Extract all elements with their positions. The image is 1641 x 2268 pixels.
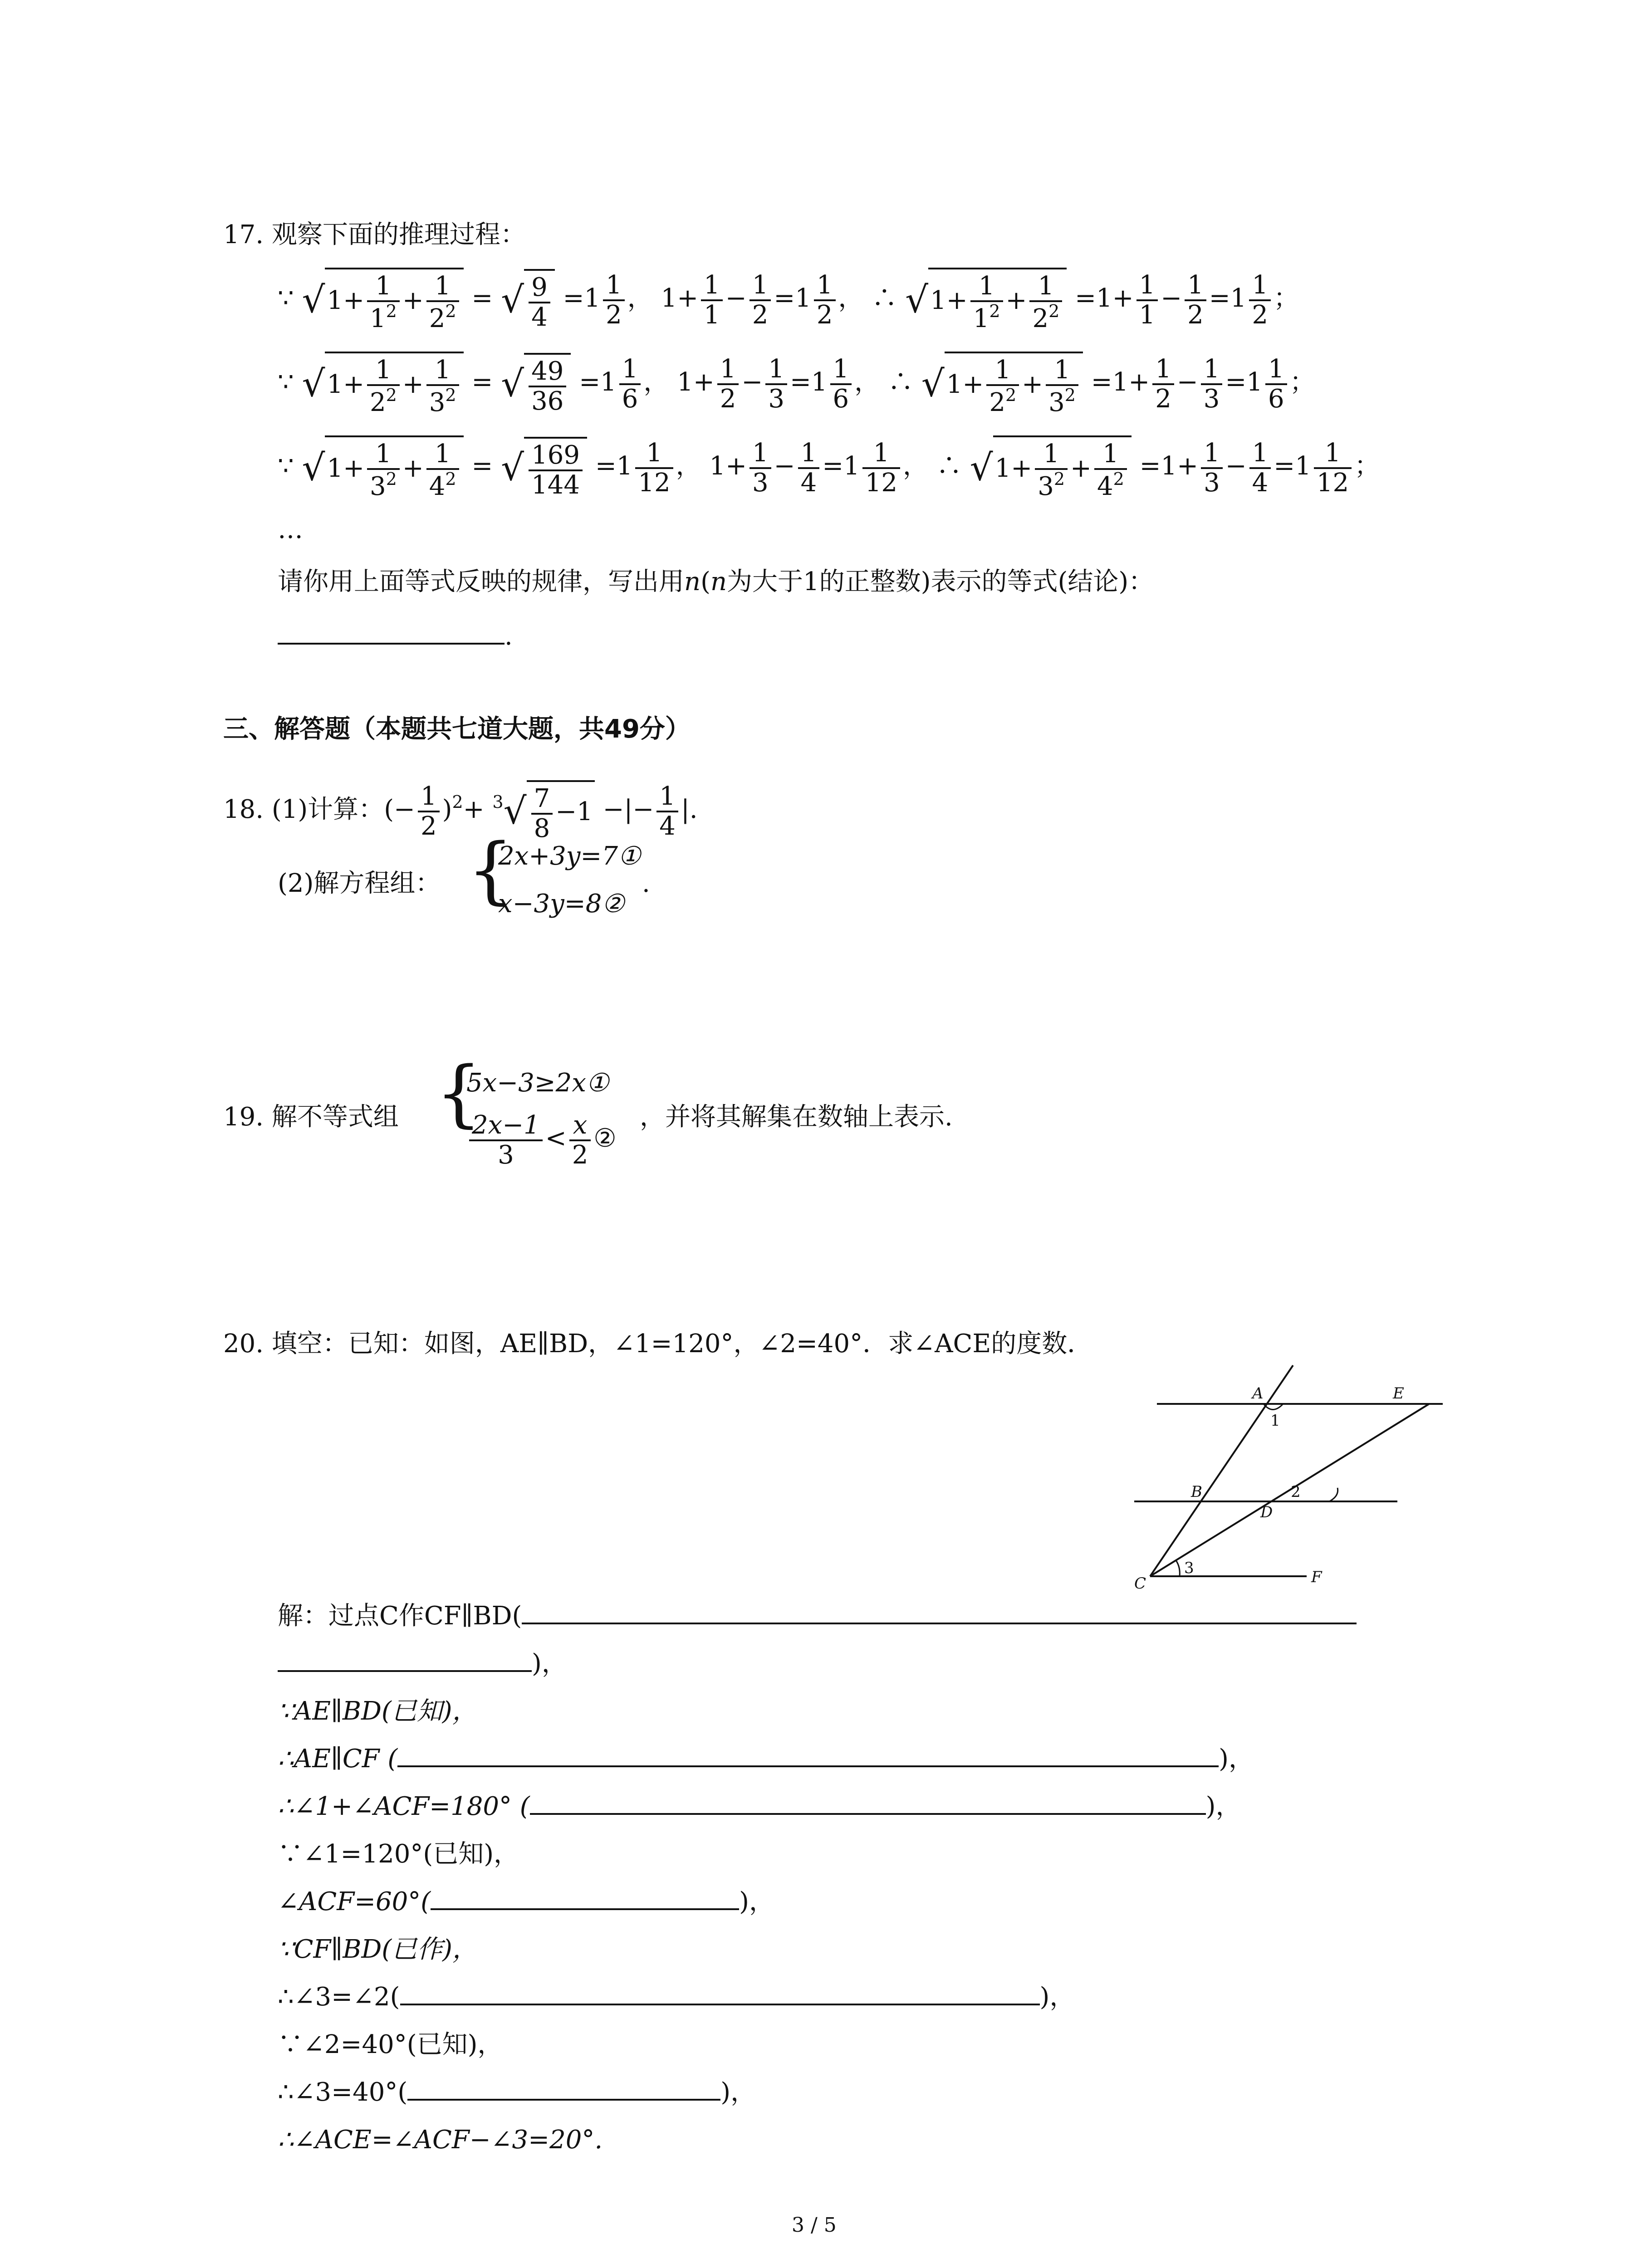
label-angle-1: 1	[1270, 1412, 1280, 1430]
q19-inequality-1: 5x−3≥2x①	[466, 1068, 609, 1098]
q20-step-9: ∴∠3=∠2( )，	[278, 1982, 1075, 2012]
q19-inequality-2: $\frac{2x-1}{3}$ < $\frac{x}{2}$ ②	[466, 1111, 617, 1169]
answer-blank[interactable]	[522, 1618, 1357, 1624]
q18-part1: 18. (1)计算：(− $\frac{1}{2}$ )$^2$+ $^3$√ $\frac{7}{8}$ −1 −|− $\frac{1}{4}$ |.	[223, 780, 698, 842]
label-angle-3: 3	[1184, 1559, 1194, 1577]
q17-intro: 17. 观察下面的推理过程：	[223, 220, 526, 249]
line-ca	[1150, 1365, 1293, 1576]
q17-answer-line: .	[278, 624, 513, 649]
label-b: B	[1191, 1483, 1202, 1501]
q20-step-12: ∴∠ACE=∠ACF−∠3=20°.	[278, 2125, 603, 2155]
q19-tail: ，并将其解集在数轴上表示.	[640, 1102, 953, 1132]
q20-step-8: ∵CF∥BD(已作)，	[278, 1935, 478, 1964]
label-e: E	[1393, 1384, 1404, 1403]
answer-blank[interactable]	[400, 1999, 1040, 2005]
q19-label: 19. 解不等式组	[223, 1102, 399, 1132]
q17-ellipsis: …	[278, 515, 303, 544]
geometry-figure	[1116, 1352, 1452, 1597]
q20-statement: 20. 填空：已知：如图，AE∥BD，∠1=120°，∠2=40°．求∠ACE的度数．	[223, 1329, 1093, 1359]
label-d: D	[1260, 1503, 1273, 1521]
answer-blank[interactable]	[397, 1761, 1219, 1767]
angle-2-arc	[1329, 1488, 1338, 1501]
q20-step-11: ∴∠3=40°( )，	[278, 2077, 756, 2107]
q20-step-2: )，	[278, 1651, 567, 1677]
answer-blank[interactable]	[431, 1904, 739, 1910]
radical: √1+ $\frac{1}{1^2}$ + $\frac{1}{2^2}$	[302, 268, 463, 332]
label-a: A	[1252, 1384, 1264, 1403]
q17-row-2: ∵ √1+ $\frac{1}{2^2}$ + $\frac{1}{3^2}$ = √ $\frac{49}{36}$ =1 $\frac{1}{6}$ ， 1+ $\frac{1}{2}$ − $\frac{1}{3}$ =1 $\frac{1}{6}$ ， ∴ √1+ $\frac{1}{2^2}$ + $\frac{1}{3^2}$ =1+ $\frac{1}{2}$ − $\frac{1}{3}$ =1 $\frac{1}{6}$ ；	[278, 352, 1315, 416]
q18-equation-2: x−3y=8②	[498, 889, 625, 919]
system-brace: {	[467, 827, 514, 912]
q20-step-4: ∴AE∥CF ( )，	[278, 1744, 1254, 1774]
label-c: C	[1134, 1574, 1146, 1593]
q17-row-3: ∵ √1+ $\frac{1}{3^2}$ + $\frac{1}{4^2}$ = √ $\frac{169}{144}$ =1 $\frac{1}{12}$ ， 1+ $\frac{1}{3}$ − $\frac{1}{4}$ =1 $\frac{1}{12}$ ， ∴ √1+ $\frac{1}{3^2}$ + $\frac{1}{4^2}$ =1+ $\frac{1}{3}$ − $\frac{1}{4}$ =1 $\frac{1}{12}$ ；	[278, 435, 1380, 500]
q20-step-7: ∠ACF=60°( )，	[278, 1887, 774, 1916]
q18-part2-label: (2)解方程组：	[278, 869, 441, 898]
answer-blank[interactable]	[278, 1666, 532, 1672]
page-number: 3 / 5	[792, 2214, 837, 2237]
q18-end: .	[642, 869, 650, 898]
q20-step-10: ∵∠2=40°(已知)，	[278, 2030, 503, 2059]
answer-blank[interactable]	[407, 2094, 720, 2101]
q20-step-3: ∵AE∥BD(已知)，	[278, 1696, 478, 1726]
label-f: F	[1311, 1568, 1322, 1586]
answer-blank[interactable]	[530, 1809, 1206, 1815]
q20-step-6: ∵∠1=120°(已知)，	[278, 1839, 519, 1869]
q20-step-5: ∴∠1+∠ACF=180° ( )，	[278, 1792, 1241, 1821]
label-angle-2: 2	[1291, 1483, 1301, 1501]
answer-blank[interactable]	[278, 638, 505, 645]
q17-question: 请你用上面等式反映的规律，写出用n(n为大于1的正整数)表示的等式(结论)：	[278, 567, 1154, 596]
q20-step-1: 解：过点C作CF∥BD(	[278, 1603, 1357, 1629]
q18-equation-1: 2x+3y=7①	[498, 841, 641, 871]
inequality-brace: {	[436, 1051, 482, 1135]
q17-row-1: ∵ √1+ $\frac{1}{1^2}$ + $\frac{1}{2^2}$ = √ $\frac{9}{4}$ =1 $\frac{1}{2}$ ， 1+ $\frac{1}{1}$ − $\frac{1}{2}$ =1 $\frac{1}{2}$ ， ∴ √1+ $\frac{1}{1^2}$ + $\frac{1}{2^2}$ =1+ $\frac{1}{1}$ − $\frac{1}{2}$ =1 $\frac{1}{2}$ ；	[278, 268, 1299, 332]
angle-3-arc	[1176, 1560, 1180, 1576]
section-heading: 三、解答题（本题共七道大题，共49分）	[223, 714, 691, 744]
because-symbol: ∵	[278, 284, 294, 313]
